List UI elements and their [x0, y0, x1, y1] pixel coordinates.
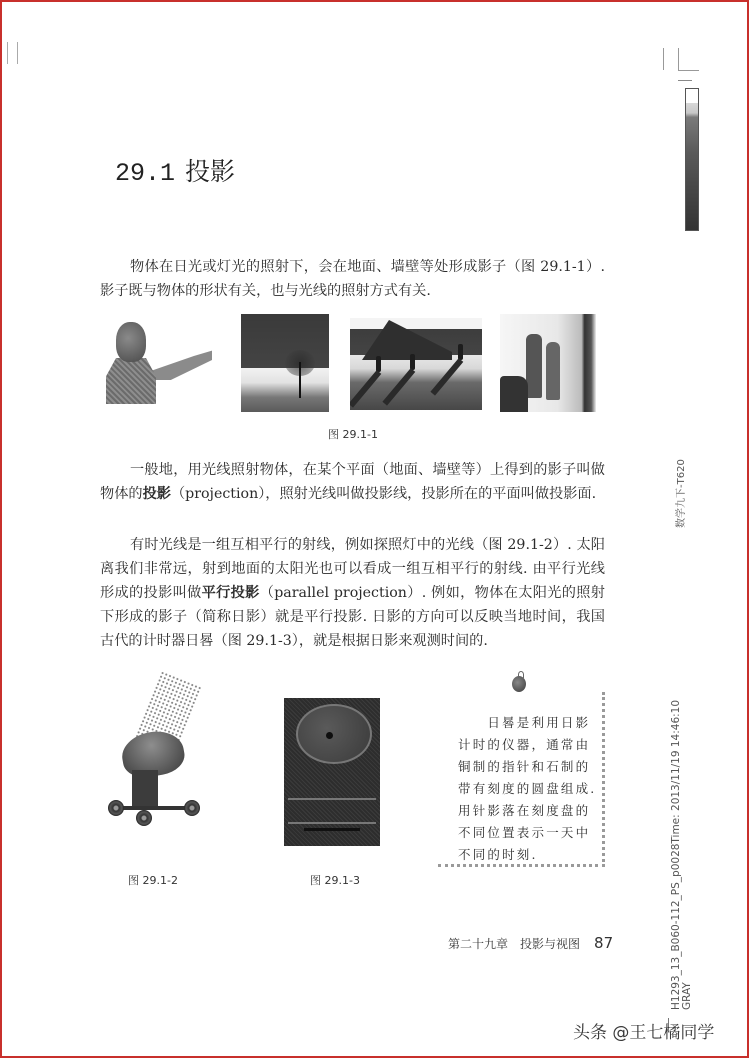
- bust-base-shape: [106, 358, 156, 404]
- wheel-shape: [136, 810, 152, 826]
- section-title: [115, 152, 235, 188]
- text-run: 有时光线是一组互相平行的射线，例如探照灯中的光线（图 29.1-2）. 太阳离我们非常远，射到地面的太阳光也可以看成一组互相平行的射线. 由平行光线形成的投影叫做: [100, 537, 605, 601]
- chapter-label: 第二十九章: [448, 937, 509, 951]
- wheel-shape: [108, 800, 124, 816]
- searchlight-body-shape: [132, 770, 158, 810]
- side-note-text: [458, 712, 600, 866]
- print-gray-scale-bar: [685, 88, 699, 231]
- section-heading: 投影: [185, 157, 236, 186]
- term-projection: 投影: [142, 486, 171, 502]
- shadow-shape: [382, 368, 415, 406]
- crop-mark-top-right: [678, 48, 679, 70]
- file-info-line: GRAY: [681, 982, 693, 1010]
- figure-caption: 图 29.1-2: [128, 874, 178, 887]
- figure-image-tree-snow: [241, 314, 329, 412]
- figure-shape: [546, 342, 560, 400]
- figure-image-figures-wall: [500, 314, 596, 412]
- paragraph-intro: [100, 255, 605, 303]
- note-line: 计时的仪器，通常由: [458, 737, 591, 752]
- page-footer: [448, 934, 613, 952]
- figure-image-skiers: [350, 318, 482, 410]
- paragraph-text: [100, 533, 605, 653]
- crop-mark-left: [17, 42, 18, 64]
- watermark: 头条 @王七橘同学: [573, 1023, 715, 1043]
- note-line: 铜制的指针和石制的: [458, 759, 591, 774]
- chapter-title: 投影与视图: [520, 937, 581, 951]
- paragraph-text: [100, 458, 605, 506]
- note-line: 用针影落在刻度盘的: [458, 803, 591, 818]
- text-run: 一般地，用光线照射物体，在某个平面（地面、墙壁等）上得到的影子叫做物体的: [100, 462, 605, 502]
- crop-mark-top-right: [663, 48, 664, 70]
- text-run: （projection），照射光线叫做投影线，投影所在的平面叫做投影面.: [170, 486, 597, 502]
- figure-image-searchlight: [108, 672, 204, 842]
- note-line: 带有刻度的圆盘组成.: [458, 781, 597, 796]
- page-number: 87: [594, 934, 614, 952]
- section-number: 29.1: [115, 159, 176, 188]
- text-run: （parallel projection）. 例如，物体在太阳光的照射下形成的影子（简称日影）就是平行投影. 日影的方向可以反映当地时间，我国古代的计时器日晷（图 29.1-3），就是根据日影来观测时间的.: [100, 585, 605, 649]
- bust-head-shape: [116, 322, 146, 362]
- file-info-line: H1293_13_B060-112_PS_p0028Time: 2013/11/19 14:46:10: [670, 699, 682, 1010]
- wheel-shape: [184, 800, 200, 816]
- sundial-base-band: [288, 798, 376, 824]
- shadow-shape: [430, 358, 463, 396]
- term-parallel-projection: 平行投影: [201, 585, 260, 601]
- note-line: 不同位置表示一天中: [458, 825, 591, 840]
- sundial-foot-shape: [304, 828, 360, 831]
- paragraph-projection-definition: [100, 458, 605, 506]
- cart-bar-shape: [114, 806, 194, 810]
- sundial-gnomon-dot: [326, 732, 333, 739]
- margin-book-code: 数学九下-T620: [676, 459, 687, 528]
- figure-shape: [526, 334, 542, 398]
- paragraph-parallel-projection: [100, 533, 605, 653]
- margin-file-info: [671, 700, 693, 1010]
- seed-icon: [512, 676, 526, 692]
- mountain-shape: [362, 320, 452, 360]
- note-line: 不同的时刻.: [458, 847, 538, 862]
- rock-shape: [500, 376, 528, 412]
- figure-caption: 图 29.1-3: [310, 874, 360, 887]
- tree-trunk-shape: [299, 362, 301, 398]
- crop-mark-left: [7, 42, 8, 64]
- paragraph-text: 物体在日光或灯光的照射下，会在地面、墙壁等处形成影子（图 29.1-1）.影子既与物体的形状有关，也与光线的照射方式有关.: [100, 259, 605, 299]
- figure-image-sundial: [284, 698, 380, 846]
- figure-caption: 图 29.1-1: [328, 428, 378, 441]
- note-line: 日晷是利用日影: [458, 715, 591, 730]
- crop-mark-top-right: [678, 70, 699, 71]
- crop-mark-top-right: [678, 80, 692, 81]
- figure-image-bust-shadow: [102, 318, 212, 408]
- sundial-disc-shape: [296, 704, 372, 764]
- shadow-shape: [350, 370, 381, 408]
